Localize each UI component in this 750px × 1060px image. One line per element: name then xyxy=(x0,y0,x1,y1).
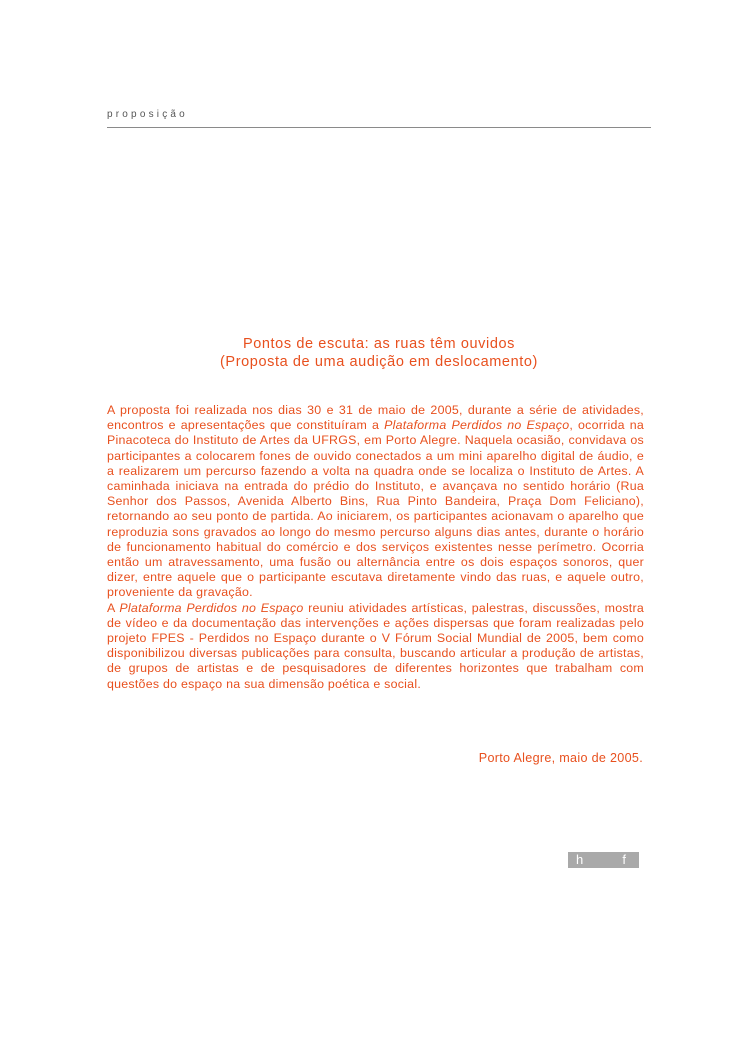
paragraph-2-text-a: A xyxy=(107,600,120,615)
paragraph-2 xyxy=(107,601,644,692)
paragraph-1-text-a: A proposta foi realizada nos dias 30 e 31 de maio de 2005, durante a série de atividades, encontros e apresentações que constituíram a xyxy=(107,403,644,433)
header-divider xyxy=(107,127,651,128)
paragraph-2-text-b: reuniu atividades artísticas, palestras, discussões, mostra de vídeo e da documentação das intervenções e ações dispersas que foram realizadas pelo projeto FPES - Perdidos no Espaço durante o V Fórum Social Mundial de 2005, bem como disponibilizou diversas publicações para consulta, buscando articular a produção de artistas, de grupos de artistas e de pesquisadores de diferentes horizontes que trabalham com questões do espaço na sua dimensão poética e social. xyxy=(107,600,644,691)
paragraph-1-text-b: , ocorrida na Pinacoteca do Instituto de Artes da UFRGS, em Porto Alegre. Naquela ocasião, convidava os participantes a colocarem fones de ouvido conectados a um mini aparelho digital de áudio, e a realizarem um percurso fazendo a volta na quadra onde se localiza o Instituto de Artes. A caminhada iniciava na entrada do prédio do Instituto, e avançava no sentido horário (Rua Senhor dos Passos, Avenida Alberto Bins, Rua Pinto Bandeira, Praça Dom Feliciano), retornando ao seu ponto de partida. Ao iniciarem, os participantes acionavam o aparelho que reproduzia sons gravados ao longo do mesmo percurso alguns dias antes, durante o horário de funcionamento habitual do comércio e dos serviços existentes nesse perímetro. Ocorria então um atravessamento, uma fusão ou alternância entre os dois espaços sonoros, quer dizer, entre aquele que o participante escutava diretamente vindo das ruas, e aquele outro, proveniente da gravação. xyxy=(107,418,644,600)
section-label: proposição xyxy=(107,109,188,120)
logo-letter-f: f xyxy=(622,852,626,867)
paragraph-1-emphasis: Plataforma Perdidos no Espaço xyxy=(384,418,570,433)
logo-letter-h: h xyxy=(576,852,584,867)
paragraph-1 xyxy=(107,403,644,601)
hf-logo xyxy=(568,852,639,868)
body-text xyxy=(107,403,644,692)
signoff-place-date: Porto Alegre, maio de 2005. xyxy=(478,751,643,765)
paragraph-2-emphasis: Plataforma Perdidos no Espaço xyxy=(119,600,304,615)
title-line-1: Pontos de escuta: as ruas têm ouvidos xyxy=(242,336,516,352)
page-title xyxy=(107,335,651,371)
title-line-2: (Proposta de uma audição em deslocamento) xyxy=(220,354,538,370)
